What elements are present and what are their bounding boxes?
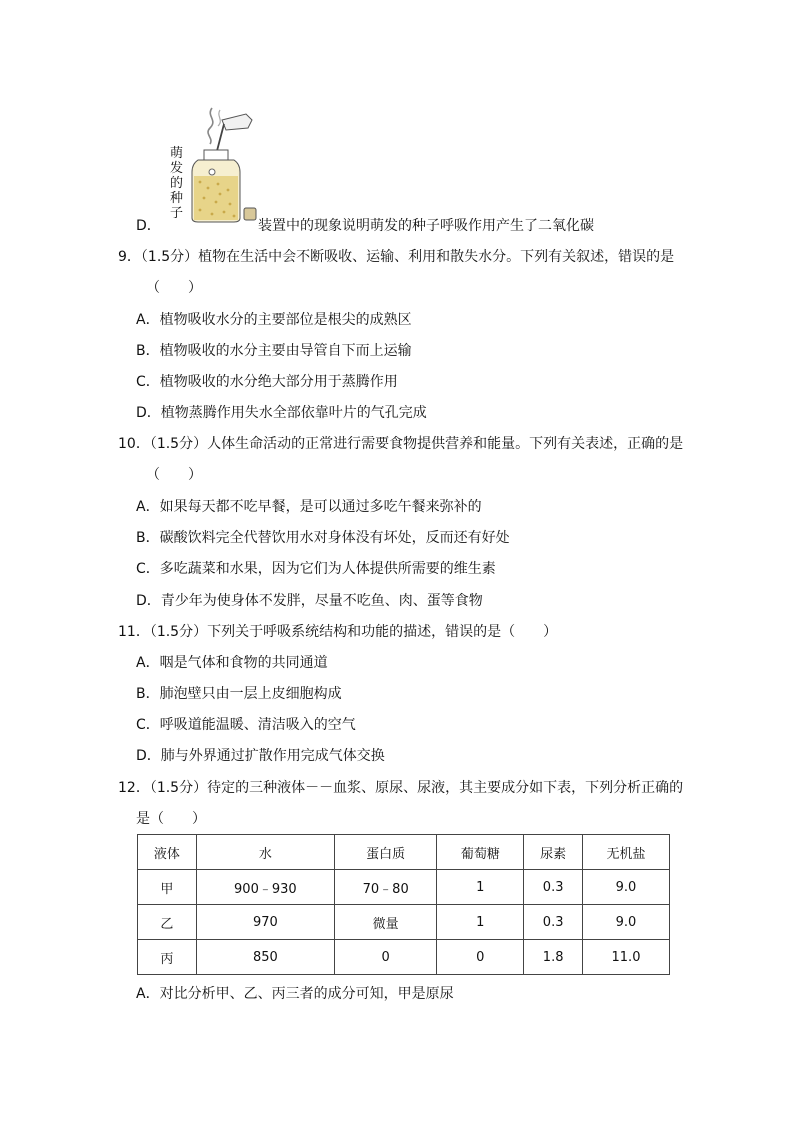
question-9-paren: （ ） <box>146 280 202 296</box>
table-cell: 850 <box>196 940 334 975</box>
question-9-option-b: B．植物吸收的水分主要由导管自下而上运输 <box>136 343 412 359</box>
question-10-option-a: A．如果每天都不吃早餐，是可以通过多吃午餐来弥补的 <box>136 499 482 515</box>
table-row <box>138 870 670 905</box>
table-cell: 1.8 <box>524 940 583 975</box>
table-cell: 1 <box>437 870 524 905</box>
table-cell: 0 <box>437 940 524 975</box>
table-cell: 900﹣930 <box>196 870 334 905</box>
question-10-option-b: B．碳酸饮料完全代替饮用水对身体没有坏处，反而还有好处 <box>136 530 510 546</box>
question-11-option-c: C．呼吸道能温暖、清洁吸入的空气 <box>136 717 356 733</box>
table-row <box>138 905 670 940</box>
question-9-option-d: D．植物蒸腾作用失水全部依靠叶片的气孔完成 <box>136 405 427 421</box>
table-cell: 0 <box>335 940 437 975</box>
option-d-letter: D． <box>136 218 161 234</box>
table-cell: 0.3 <box>524 905 583 940</box>
table-header-cell: 水 <box>196 835 334 870</box>
figure-label: 萌发的种子 <box>170 146 184 221</box>
question-11-option-b: B．肺泡壁只由一层上皮细胞构成 <box>136 686 342 702</box>
table-cell: 970 <box>196 905 334 940</box>
question-12-stem: 12．（1.5分）待定的三种液体－－血浆、原尿、尿液，其主要成分如下表，下列分析正确的 <box>118 780 684 796</box>
table-cell: 9.0 <box>583 870 670 905</box>
table-cell: 乙 <box>138 905 197 940</box>
question-12-option-a: A．对比分析甲、乙、丙三者的成分可知，甲是原尿 <box>136 986 454 1002</box>
table-cell: 微量 <box>335 905 437 940</box>
question-10-option-c: C．多吃蔬菜和水果，因为它们为人体提供所需要的维生素 <box>136 561 496 577</box>
table-cell: 0.3 <box>524 870 583 905</box>
question-9-stem: 9．（1.5分）植物在生活中会不断吸收、运输、利用和散失水分。下列有关叙述，错误的是 <box>118 249 675 265</box>
table-cell: 9.0 <box>583 905 670 940</box>
question-10-stem: 10．（1.5分）人体生命活动的正常进行需要食物提供营养和能量。下列有关表述，正确的是 <box>118 436 684 452</box>
question-12-paren: 是（ ） <box>136 811 206 827</box>
table-row <box>138 940 670 975</box>
table-header-cell: 尿素 <box>524 835 583 870</box>
question-10-option-d: D．青少年为使身体不发胖，尽量不吃鱼、肉、蛋等食物 <box>136 593 483 609</box>
table-header-cell: 葡萄糖 <box>437 835 524 870</box>
table-header-row <box>138 835 670 870</box>
table-cell: 11.0 <box>583 940 670 975</box>
table-cell: 70﹣80 <box>335 870 437 905</box>
question-11-stem: 11．（1.5分）下列关于呼吸系统结构和功能的描述，错误的是（ ） <box>118 624 558 640</box>
question-9-option-a: A．植物吸收水分的主要部位是根尖的成熟区 <box>136 312 412 328</box>
table-cell: 1 <box>437 905 524 940</box>
table-cell: 甲 <box>138 870 197 905</box>
table-header-cell: 蛋白质 <box>335 835 437 870</box>
question-11-option-d: D．肺与外界通过扩散作用完成气体交换 <box>136 748 385 764</box>
table-header-cell: 液体 <box>138 835 197 870</box>
option-d-text: 装置中的现象说明萌发的种子呼吸作用产生了二氧化碳 <box>258 218 594 234</box>
question-9-option-c: C．植物吸收的水分绝大部分用于蒸腾作用 <box>136 374 398 390</box>
question-10-paren: （ ） <box>146 467 202 483</box>
table-header-cell: 无机盐 <box>583 835 670 870</box>
table-cell: 丙 <box>138 940 197 975</box>
composition-table <box>137 834 670 975</box>
question-11-option-a: A．咽是气体和食物的共同通道 <box>136 655 328 671</box>
